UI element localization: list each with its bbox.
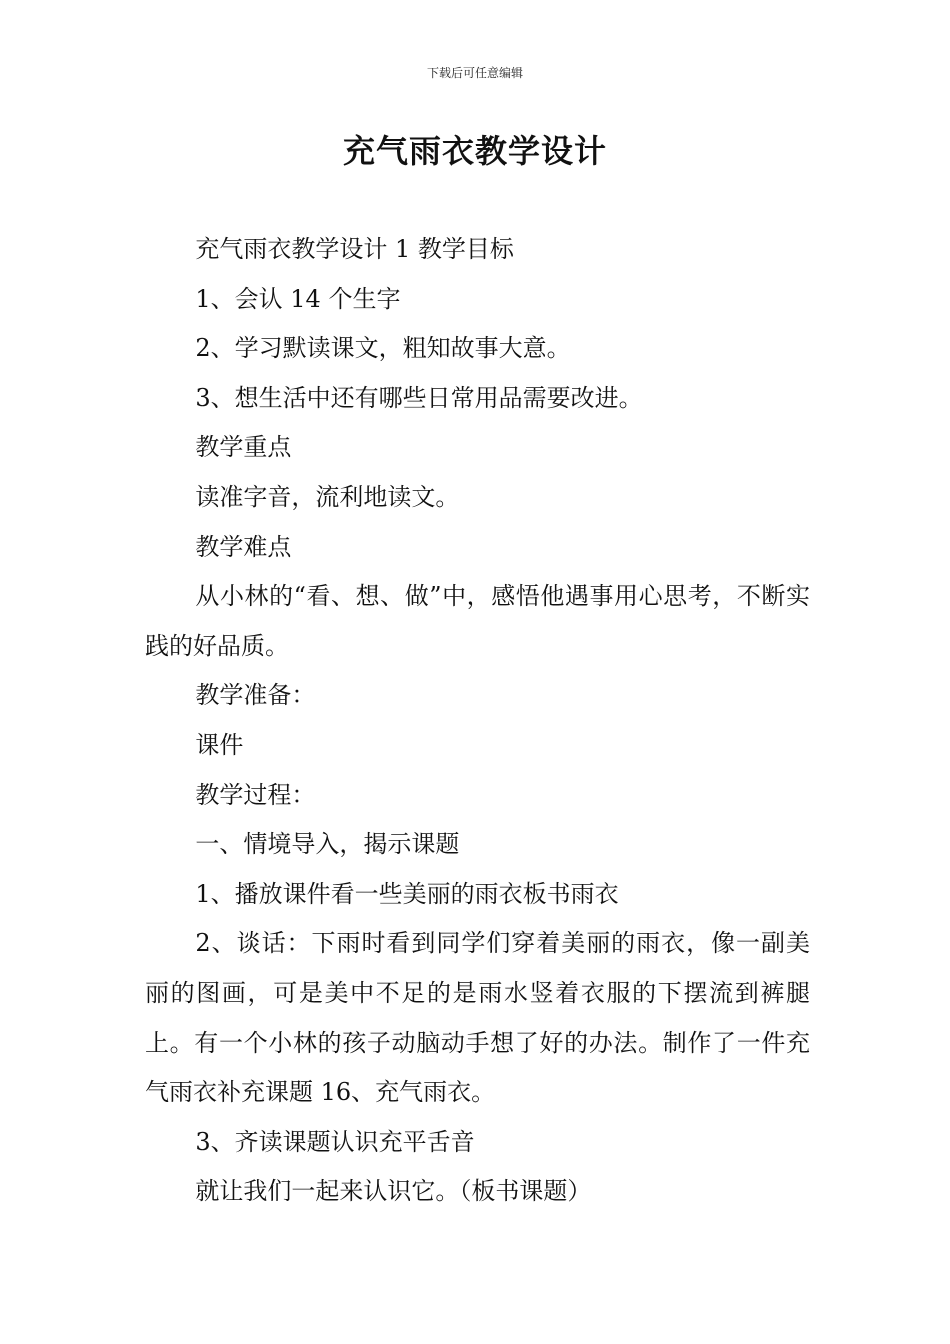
paragraph-step-1: 1、播放课件看一些美丽的雨衣板书雨衣 bbox=[195, 879, 619, 908]
paragraph-objective-3: 3、想生活中还有哪些日常用品需要改进。 bbox=[195, 383, 643, 412]
paragraph-step-3: 3、齐读课题认识充平舌音 bbox=[195, 1127, 475, 1156]
paragraph-key-points: 读准字音，流利地读文。 bbox=[195, 482, 460, 511]
paragraph-preparation-heading: 教学准备： bbox=[195, 681, 316, 710]
paragraph-process-heading: 教学过程： bbox=[195, 780, 316, 809]
document-title: 充气雨衣教学设计 bbox=[342, 132, 607, 170]
document-body bbox=[145, 225, 810, 1217]
paragraph-section-1-heading: 一、情境导入，揭示课题 bbox=[195, 830, 460, 859]
paragraph-objective-1: 1、会认 14 个生字 bbox=[195, 284, 401, 313]
paragraph-key-points-heading: 教学重点 bbox=[195, 433, 292, 462]
page-header-note: 下载后可任意编辑 bbox=[426, 66, 523, 80]
paragraph-objective-2: 2、学习默读课文，粗知故事大意。 bbox=[195, 334, 571, 363]
paragraph-objectives-heading: 充气雨衣教学设计 1 教学目标 bbox=[195, 235, 514, 263]
paragraph-preparation: 课件 bbox=[195, 730, 244, 759]
paragraph-difficulties-heading: 教学难点 bbox=[195, 532, 292, 561]
paragraph-step-2: 2、谈话：下雨时看到同学们穿着美丽的雨衣，像一副美丽的图画，可是美中不足的是雨水竖着衣服的下摆流到裤腿上。有一个小林的孩子动脑动手想了好的办法。制作了一件充气雨衣补充课题 16、充气雨衣。 bbox=[145, 929, 810, 1107]
paragraph-difficulties: 从小林的“看、想、做”中，感悟他遇事用心思考，不断实践的好品质。 bbox=[145, 582, 810, 660]
paragraph-closing: 就让我们一起来认识它。（板书课题） bbox=[195, 1177, 592, 1206]
